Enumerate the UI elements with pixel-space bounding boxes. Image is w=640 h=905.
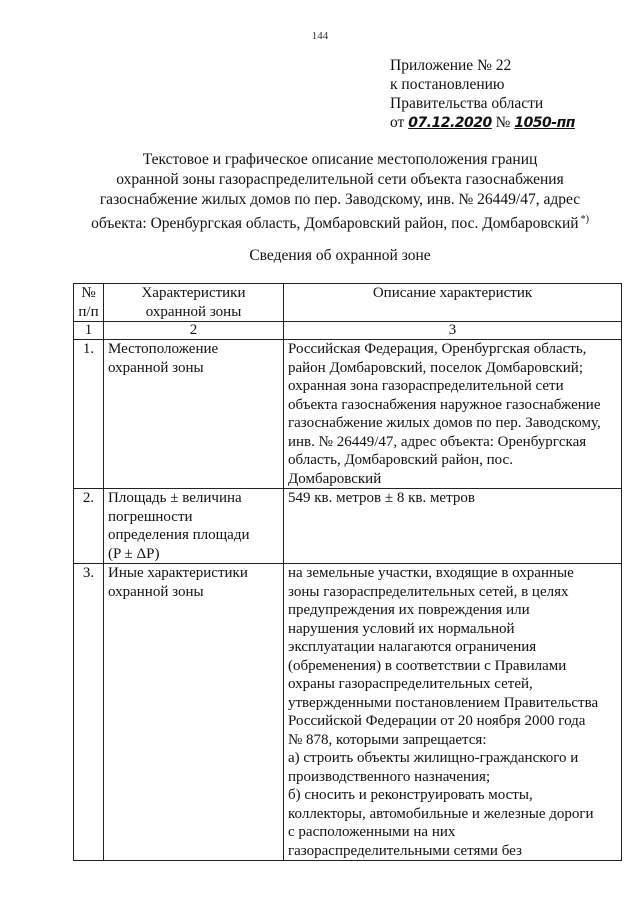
cell-line: охраны газораспределительных сетей, — [288, 676, 533, 692]
cell-line: (P ± ΔP) — [108, 545, 160, 562]
title-line-4 — [60, 210, 620, 234]
cell-line: коллекторы, автомобильные и железные дороги — [288, 805, 594, 822]
header-num-line-2: п/п — [78, 303, 99, 320]
header-characteristics — [104, 284, 284, 322]
header-char-line-2: охранной зоны — [145, 303, 242, 320]
cell-line: определения площади — [108, 527, 250, 543]
cell-line: Российская Федерация, Оренбургская область, — [288, 341, 587, 357]
cell-line: эксплуатации налагаются ограничения — [288, 639, 537, 655]
appendix-line-3: Правительства области — [390, 95, 544, 112]
appendix-line-1: Приложение № 22 — [390, 57, 512, 74]
title-line-2: охранной зоны газораспределительной сети объекта газоснабжения — [116, 171, 564, 188]
column-numbers-row — [74, 322, 622, 340]
row-characteristic — [104, 489, 284, 564]
column-number-1: 1 — [74, 322, 104, 340]
appendix-line-2: к постановлению — [390, 76, 505, 93]
cell-line: Местоположение — [108, 341, 219, 357]
row-number: 3. — [74, 564, 104, 861]
handwritten-date: 07.12.2020 — [408, 115, 492, 131]
cell-line: газораспределительными сетями без — [288, 842, 522, 859]
header-description: Описание характеристик — [284, 284, 622, 322]
cell-line: № 878, которыми запрещается: — [288, 731, 487, 748]
row-description — [284, 489, 622, 564]
cell-line: охранной зоны — [108, 583, 204, 600]
cell-line: Домбаровский — [288, 470, 382, 487]
cell-line: б) сносить и реконструировать мосты, — [288, 787, 533, 803]
handwritten-number: 1050-пп — [514, 115, 575, 131]
cell-line: охранной зоны — [108, 359, 204, 376]
header-num — [74, 284, 104, 322]
table-header-row — [74, 284, 622, 322]
cell-line: на земельные участки, входящие в охранные — [288, 565, 574, 581]
cell-line: утвержденными постановлением Правительства — [288, 694, 599, 711]
row-characteristic — [104, 564, 284, 861]
cell-line: газоснабжение жилых домов по пер. Заводскому, — [288, 415, 601, 431]
cell-line: объекта газоснабжения наружное газоснабжение — [288, 396, 601, 413]
cell-line: (обременения) в соответствии с Правилами — [288, 657, 567, 674]
table-row — [74, 564, 622, 861]
appendix-line-4 — [390, 113, 575, 133]
row-description — [284, 340, 622, 489]
cell-line: а) строить объекты жилищно-гражданского и — [288, 750, 579, 766]
header-num-line-1: № — [81, 285, 96, 301]
row-description — [284, 564, 622, 861]
footnote-mark: *) — [580, 214, 589, 225]
header-char-line-1: Характеристики — [141, 285, 246, 301]
cell-line: Площадь ± величина — [108, 490, 242, 506]
from-label: от — [390, 114, 405, 131]
cell-line: охранная зона газораспределительной сети — [288, 378, 564, 394]
cell-line: предупреждения их повреждения или — [288, 602, 530, 618]
cell-line: 549 кв. метров ± 8 кв. метров — [288, 490, 475, 506]
section-subtitle: Сведения об охранной зоне — [249, 247, 431, 264]
column-number-3: 3 — [284, 322, 622, 340]
cell-line: Российской Федерации от 20 ноября 2000 года — [288, 713, 586, 729]
cell-line: с расположенными на них — [288, 824, 456, 840]
cell-line: Иные характеристики — [108, 565, 248, 581]
document-title — [60, 150, 620, 234]
cell-line: зоны газораспределительных сетей, в целях — [288, 583, 569, 600]
cell-line: область, Домбаровский район, пос. — [288, 452, 513, 468]
zone-info-table — [73, 283, 622, 861]
appendix-block — [390, 56, 575, 133]
page-number: 144 — [311, 30, 329, 42]
row-number: 1. — [74, 340, 104, 489]
column-number-2: 2 — [104, 322, 284, 340]
cell-line: погрешности — [108, 508, 193, 525]
cell-line: инв. № 26449/47, адрес объекта: Оренбургская — [288, 433, 587, 450]
title-line-1: Текстовое и графическое описание местоположения границ — [142, 151, 538, 168]
title-line-4-text: объекта: Оренбургская область, Домбаровский район, пос. Домбаровский — [91, 215, 579, 232]
cell-line: район Домбаровский, поселок Домбаровский; — [288, 359, 583, 376]
cell-line: нарушения условий их нормальной — [288, 620, 515, 637]
number-label: № — [495, 114, 511, 131]
table-row — [74, 489, 622, 564]
row-characteristic — [104, 340, 284, 489]
title-line-3: газоснабжение жилых домов по пер. Заводскому, инв. № 26449/47, адрес — [99, 191, 581, 208]
cell-line: производственного назначения; — [288, 768, 491, 785]
table-row — [74, 340, 622, 489]
row-number: 2. — [74, 489, 104, 564]
